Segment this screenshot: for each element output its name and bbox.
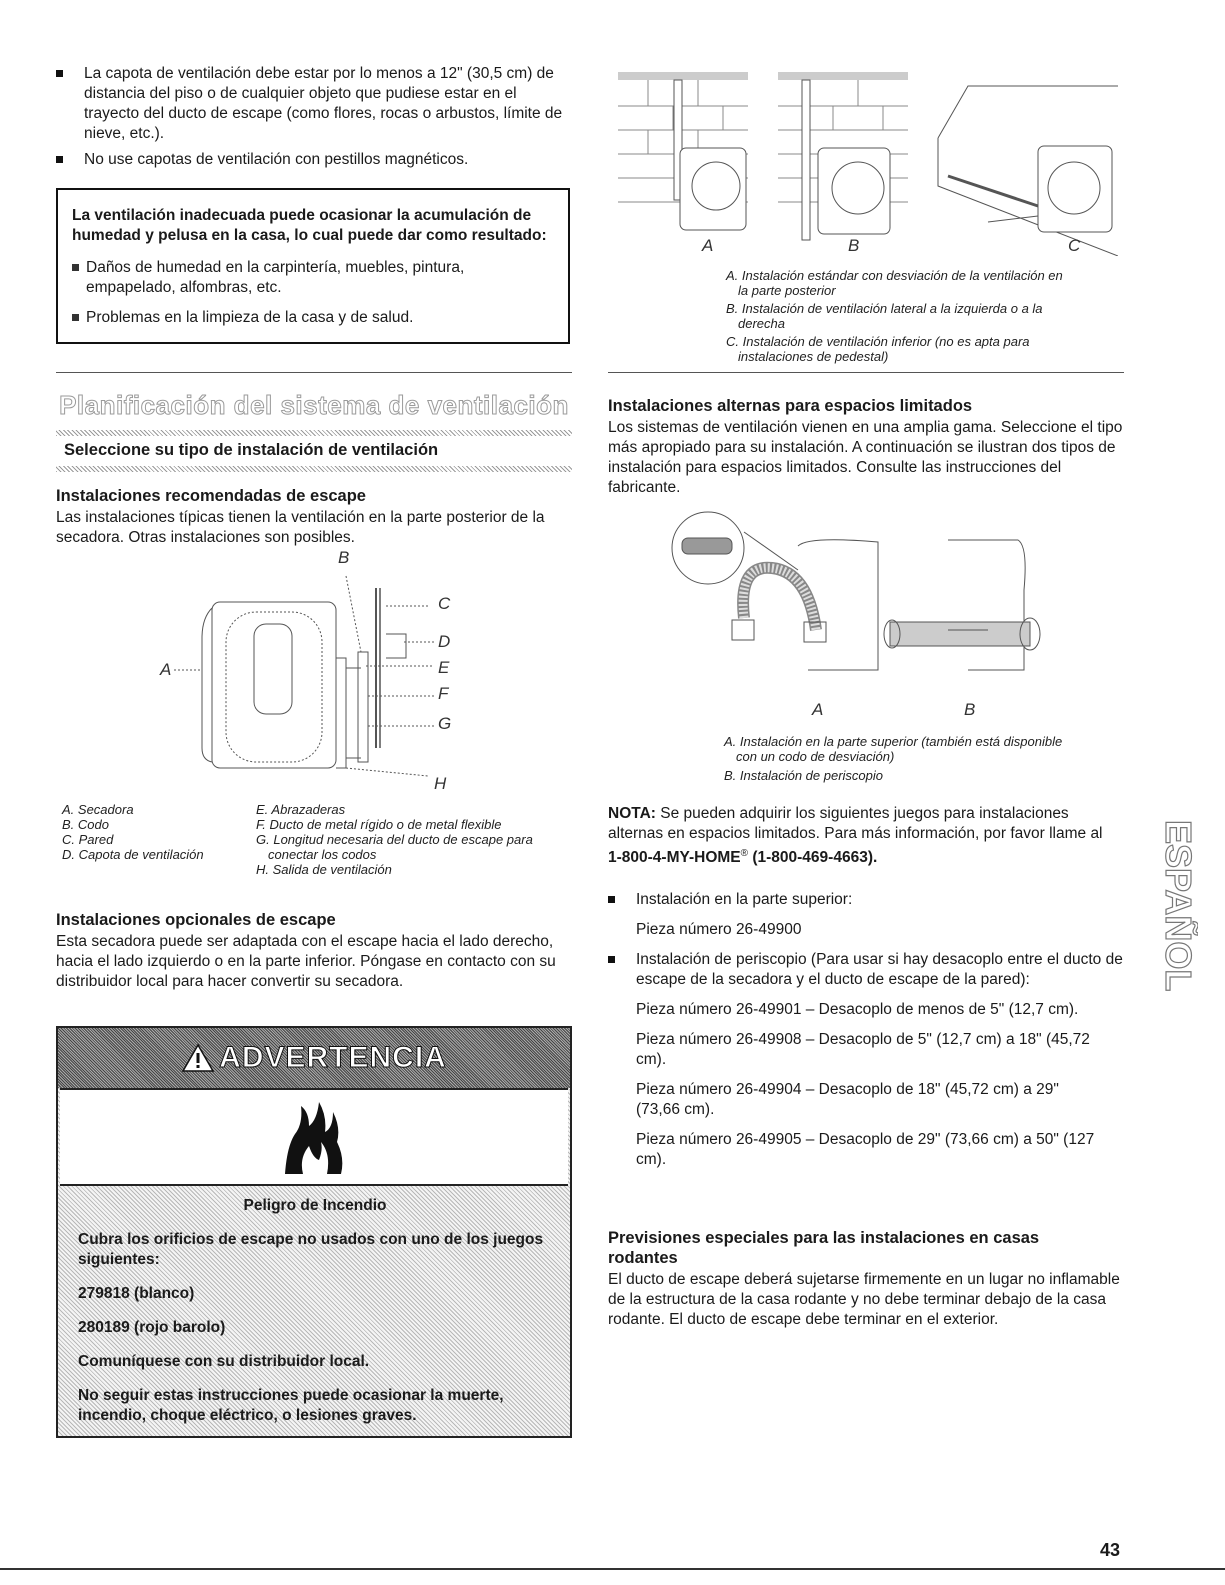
legend-item: A. Secadora [62,802,134,817]
legend-item: B. Codo [62,817,109,832]
note-text: Se pueden adquirir los siguientes juegos para instalaciones alternas en espacios limitados. Para más información, por favor llame al [608,805,1103,842]
page-number: 43 [1100,1540,1121,1560]
note-phone-numeric: (1-800-469-4663). [752,849,878,867]
legend-item: E. Abrazaderas [256,802,346,817]
figure-label: A [160,660,172,679]
warning-line: No seguir estas instrucciones puede ocasionar la muerte, incendio, choque eléctrico, o lesiones graves. [78,1387,504,1424]
warning-line: Cubra los orificios de escape no usados con uno de los juegos siguientes: [78,1231,544,1268]
alt-installation-captions [724,734,1084,783]
recommended-heading: Instalaciones recomendadas de escape [56,487,366,505]
figure-label: A [702,236,714,255]
kit-part: Pieza número 26-49908 – Desacoplo de 5" (12,7 cm) a 18" (45,72 cm). [636,1031,1090,1068]
section-divider [56,372,572,373]
registered-mark: ® [740,848,749,859]
mobile-home-heading: Previsiones especiales para las instalaciones en casas rodantes [608,1229,1040,1267]
figure-caption: C. Instalación de ventilación inferior (no es apta para instalaciones de pedestal) [726,334,1030,364]
figure-label: D [438,632,451,651]
divider-hatch [56,466,572,472]
legend-item: D. Capota de ventilación [62,847,204,862]
divider-hatch [56,430,572,436]
subsection-title: Seleccione su tipo de instalación de ventilación [64,441,439,459]
list-item [608,950,1124,1170]
figure-caption: B. Instalación de ventilación lateral a la izquierda o a la derecha [726,301,1043,331]
recommended-text: Las instalaciones típicas tienen la ventilación en la parte posterior de la secadora. Otras instalaciones son posibles. [56,509,545,546]
vent-installation-figure [618,66,1118,256]
legend-item: H. Salida de ventilación [256,862,392,877]
section-divider [608,372,1124,373]
list-item: Problemas en la limpieza de la casa y de salud. [72,308,552,328]
fire-icon [279,1098,349,1176]
list-item [608,890,1124,940]
legend-item: F. Ducto de metal rígido o de metal flexible [256,817,502,832]
warning-line: 280189 (rojo barolo) [78,1319,226,1336]
warning-box [56,1026,572,1438]
warning-header [58,1028,570,1088]
caution-box-title: La ventilación inadecuada puede ocasionar la acumulación de humedad y pelusa en la casa, lo cual puede dar como resultado: [72,207,547,244]
note-paragraph [608,804,1108,868]
dryer-legend-right [256,802,572,877]
intro-bullets [56,64,572,176]
figure-label: C [1068,236,1081,255]
list-item: No use capotas de ventilación con pestillos magnéticos. [56,150,572,170]
optional-heading: Instalaciones opcionales de escape [56,911,336,929]
figure-caption: A. Instalación en la parte superior (también está disponible con un codo de desviación) [724,734,1063,764]
legend-item: C. Pared [62,832,114,847]
alt-installation-figure [668,510,1078,726]
alt-installation-diagram [668,510,1078,726]
dryer-figure [146,548,476,798]
section-title: Planificación del sistema de ventilación [59,390,569,420]
kit-part: Pieza número 26-49905 – Desacoplo de 29" (73,66 cm) a 50" (127 cm). [636,1131,1095,1168]
alternate-text: Los sistemas de ventilación vienen en una amplia gama. Seleccione el tipo más apropiado para su instalación. A continuación se ilustran dos tipos de instalación para espacios limitados. Consulte las instrucciones del fabricante. [608,419,1123,496]
figure-caption: A. Instalación estándar con desviación de la ventilación en la parte posterior [726,268,1063,298]
figure-label: B [338,548,350,567]
bottom-rule [0,1568,1225,1570]
side-tab-label: ESPAÑOL [1158,820,1198,992]
figure-label: G [438,714,452,733]
warning-hazard: Peligro de Incendio [243,1197,387,1214]
kit-part: Pieza número 26-49900 [636,921,802,938]
list-item: La capota de ventilación debe estar por lo menos a 12" (30,5 cm) de distancia del piso o de cualquier objeto que pudiese estar en el trayecto del ducto de escape (como flores, rocas o arbustos, límite de nieve, etc.). [56,64,572,144]
warning-title: ADVERTENCIA [219,1041,447,1074]
mobile-home-text: El ducto de escape deberá sujetarse firmemente en un lugar no inflamable de la estructura de la casa rodante y no debe terminar debajo de la casa rodante. El ducto de escape debe terminar en el exterior. [608,1271,1120,1328]
note-phone: 1-800-4-MY-HOME [608,849,741,867]
vent-installation-diagram [618,66,1118,256]
kit-name: Instalación en la parte superior: [636,891,853,908]
kit-part: Pieza número 26-49904 – Desacoplo de 18" (45,72 cm) a 29" (73,66 cm). [636,1081,1059,1118]
figure-label: B [964,700,976,719]
dryer-diagram [146,548,476,798]
figure-label: E [438,658,450,677]
language-side-tab [1158,818,1198,1058]
fire-icon-panel [60,1088,568,1186]
figure-label: F [438,684,449,703]
figure-label: B [848,236,860,255]
warning-line: Comuníquese con su distribuidor local. [78,1353,370,1370]
optional-text: Esta secadora puede ser adaptada con el escape hacia el lado derecho, hacia el lado izquierdo o en la parte inferior. Póngase en contacto con su distribuidor local para hacer convertir su secadora. [56,933,556,990]
alternate-heading: Instalaciones alternas para espacios limitados [608,397,973,415]
kit-part: Pieza número 26-49901 – Desacoplo de menos de 5" (12,7 cm). [636,1001,1079,1018]
warning-body [58,1186,570,1426]
dryer-legend-left [62,802,252,862]
list-item: Daños de humedad en la carpintería, muebles, pintura, empapelado, alfombras, etc. [72,258,552,298]
figure-label: H [434,774,447,793]
legend-item: G. Longitud necesaria del ducto de escape para conectar los codos [256,832,533,862]
vent-installation-captions [726,268,1066,364]
warning-triangle-icon [181,1043,215,1073]
warning-line: 279818 (blanco) [78,1285,195,1302]
note-label: NOTA: [608,805,656,822]
kit-name: Instalación de periscopio (Para usar si hay desacoplo entre el ducto de escape de la secadora y el ducto de escape de la pared): [636,951,1123,988]
figure-label: C [438,594,451,613]
figure-label: A [812,700,824,719]
caution-box [56,188,570,344]
figure-caption: B. Instalación de periscopio [724,768,883,783]
kit-list [608,890,1124,1176]
